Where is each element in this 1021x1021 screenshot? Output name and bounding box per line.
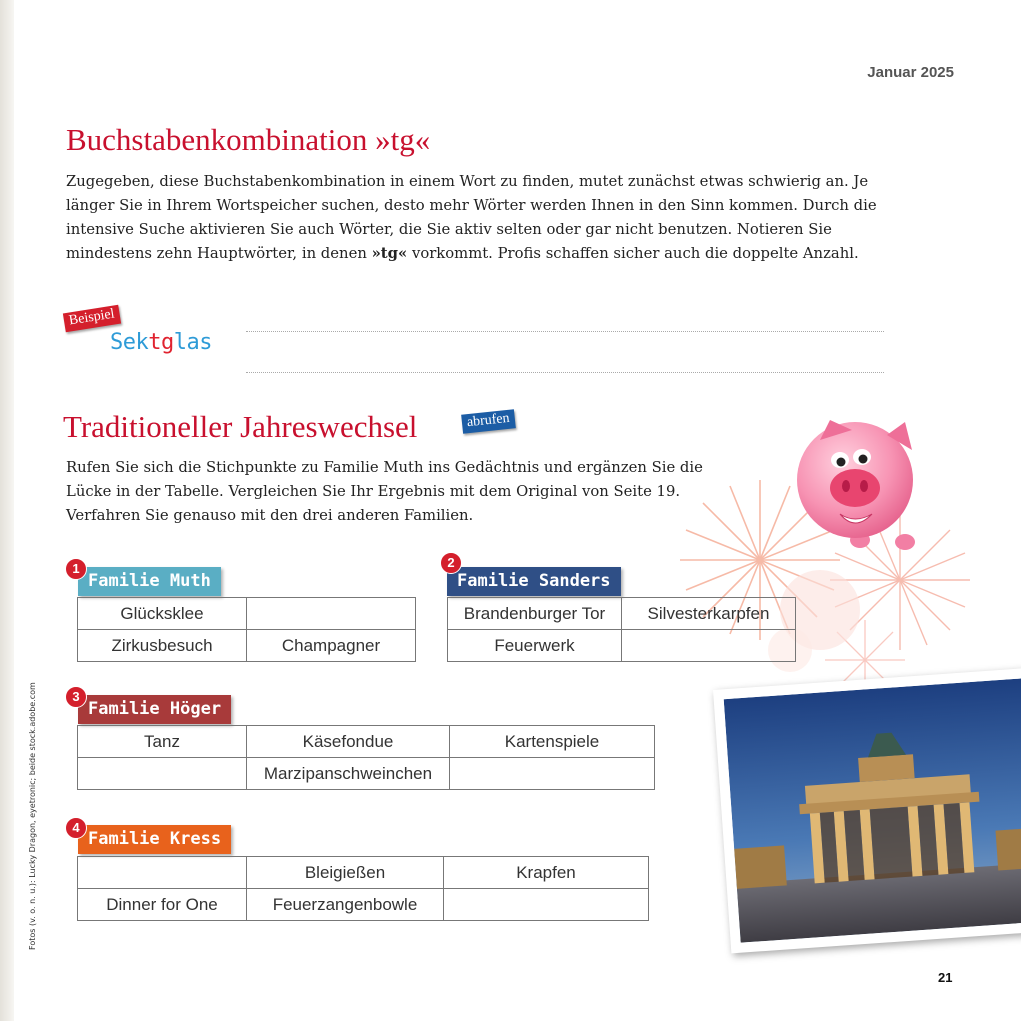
family-1-number: 1 — [65, 558, 87, 580]
example-word: Sektglas — [110, 330, 212, 355]
table-cell: Zirkusbesuch — [78, 630, 247, 662]
table-cell: Marzipanschweinchen — [247, 758, 450, 790]
brandenburg-gate-photo — [713, 667, 1021, 953]
table-row — [78, 857, 649, 889]
table-cell: Feuerzangenbowle — [247, 889, 444, 921]
table-row — [448, 630, 796, 662]
table-cell: Bleigießen — [247, 857, 444, 889]
table-cell: Kartenspiele — [450, 726, 655, 758]
table-row — [78, 726, 655, 758]
table-cell: Käsefondue — [247, 726, 450, 758]
family-hoeger-table — [77, 725, 655, 790]
family-hoeger-header: Familie Höger — [78, 695, 231, 724]
table-cell: Dinner for One — [78, 889, 247, 921]
section2-title: Traditioneller Jahreswechsel — [63, 409, 418, 444]
family-sanders-table — [447, 597, 796, 662]
table-cell: Tanz — [78, 726, 247, 758]
section1-title: Buchstabenkombination »tg« — [66, 122, 431, 157]
marzipan-pig-icon — [797, 420, 915, 550]
table-cell-blank[interactable] — [78, 857, 247, 889]
example-tag: Beispiel — [63, 305, 121, 333]
brandenburg-gate-icon — [724, 678, 1021, 943]
family-2-number: 2 — [440, 552, 462, 574]
table-row — [78, 598, 416, 630]
section1-text: Zugegeben, diese Buchstabenkombination in einem Wort zu finden, mutet zunächst etwas schwierig an. Je länger Sie in Ihrem Wortspeicher suchen, desto mehr Wörter werden Ihnen in den Sinn kommen. Durch die intensive Suche aktivieren Sie auch Wörter, die Sie aktiv selten oder gar nicht benutzen. Notieren Sie mindestens zehn Hauptwörter, in denen »tg« vorkommt. Profis schaffen sicher auch die doppelte Anzahl. — [66, 173, 877, 262]
family-4-number: 4 — [65, 817, 87, 839]
family-muth-header: Familie Muth — [78, 567, 221, 596]
table-cell-blank[interactable] — [78, 758, 247, 790]
table-cell: Feuerwerk — [448, 630, 622, 662]
table-cell-blank[interactable] — [247, 598, 416, 630]
answer-line-1[interactable] — [246, 331, 884, 332]
answer-line-2[interactable] — [246, 372, 884, 373]
table-cell: Brandenburger Tor — [448, 598, 622, 630]
table-cell-blank[interactable] — [622, 630, 796, 662]
recall-tag: abrufen — [461, 409, 515, 433]
table-cell: Champagner — [247, 630, 416, 662]
table-cell-blank[interactable] — [444, 889, 649, 921]
table-row — [448, 598, 796, 630]
table-cell: Glücksklee — [78, 598, 247, 630]
family-kress-table — [77, 856, 649, 921]
table-cell-blank[interactable] — [450, 758, 655, 790]
fireworks-pig-illustration — [640, 410, 1021, 710]
section2-text: Rufen Sie sich die Stichpunkte zu Familie Muth ins Gedächtnis und ergänzen Sie die Lücke in der Tabelle. Vergleichen Sie Ihr Ergebnis mit dem Original von Seite 19. Verfahren Sie genauso mit den drei anderen Familien. — [66, 459, 703, 524]
family-kress-header: Familie Kress — [78, 825, 231, 854]
page-edge — [0, 0, 14, 1021]
table-row — [78, 758, 655, 790]
table-row — [78, 889, 649, 921]
photo-credit: Fotos (v. o. n. u.): Lucky Dragon, eyetronic; beide stock.adobe.com — [28, 682, 37, 950]
table-cell: Silvesterkarpfen — [622, 598, 796, 630]
table-row — [78, 630, 416, 662]
family-muth-table — [77, 597, 416, 662]
page-number: 21 — [938, 970, 953, 985]
family-3-number: 3 — [65, 686, 87, 708]
table-cell: Krapfen — [444, 857, 649, 889]
section1-text-bold: »tg« — [371, 245, 408, 262]
family-sanders-header: Familie Sanders — [447, 567, 621, 596]
issue-date: Januar 2025 — [867, 64, 954, 81]
